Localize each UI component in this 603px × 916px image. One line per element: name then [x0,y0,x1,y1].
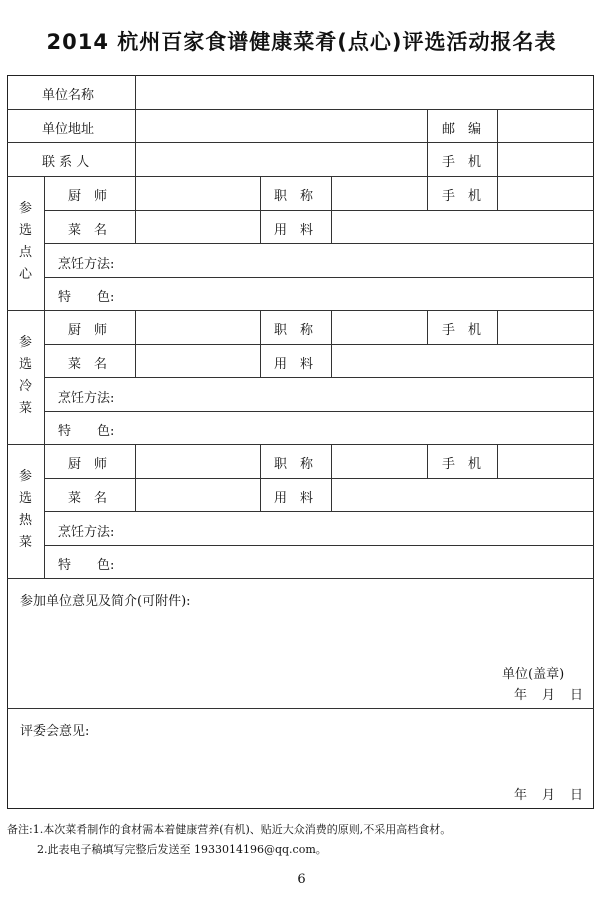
contact-person-label: 联 系 人 [42,155,90,170]
contact-person-field[interactable] [137,144,426,175]
row-divider [44,277,594,278]
col-divider [331,176,332,243]
ingredients-label: 用 料 [274,357,314,372]
col-divider [497,310,498,344]
row-divider [44,411,594,412]
col-divider [135,75,136,176]
col-divider [135,176,136,243]
org-address-field[interactable] [137,111,426,141]
section-divider [7,310,594,311]
chef-field[interactable] [137,178,259,209]
cooking-method-field[interactable] [130,379,592,410]
col-divider [260,310,261,377]
chef-label: 厨 师 [68,189,108,204]
chef-mobile-label: 手 机 [442,323,482,338]
postcode-label: 邮 编 [442,122,482,137]
org-name-label: 单位名称 [42,88,95,103]
chef-mobile-field[interactable] [499,446,592,477]
postcode-field[interactable] [499,111,592,141]
unit-date-label: 年 月 日 [514,688,585,703]
section-divider [7,708,594,709]
cooking-method-label: 烹饪方法: [58,391,115,406]
row-divider [44,344,594,345]
dish-name-field[interactable] [137,346,259,376]
section-divider [7,578,594,579]
unit-seal-label: 单位(盖章) [502,667,565,682]
col-divider [260,444,261,511]
job-title-label: 职 称 [274,189,314,204]
chef-field[interactable] [137,446,259,477]
chef-mobile-label: 手 机 [442,189,482,204]
col-divider [331,444,332,511]
note-line-1: 备注:1.本次菜肴制作的食材需本着健康营养(有机)、贴近大众消费的原则,不采用高档食材。 [7,823,452,836]
col-divider [427,310,428,344]
feature-label: 特 色: [58,290,115,305]
job-title-field[interactable] [333,446,426,477]
col-divider [497,176,498,210]
section-side-label-hot-dish: 参 选 热 菜 [18,469,32,550]
cooking-method-label: 烹饪方法: [58,525,115,540]
row-divider [44,478,594,479]
dish-name-field[interactable] [137,480,259,510]
contact-mobile-field[interactable] [499,144,592,175]
chef-label: 厨 师 [68,457,108,472]
chef-mobile-field[interactable] [499,178,592,209]
col-divider [497,109,498,176]
org-name-field[interactable] [137,77,592,108]
ingredients-field[interactable] [333,346,592,376]
section-side-label-dim-sum: 参 选 点 心 [18,201,32,282]
col-divider [260,176,261,243]
contact-mobile-label: 手 机 [442,155,482,170]
cooking-method-field[interactable] [130,245,592,276]
dish-name-field[interactable] [137,212,259,242]
job-title-field[interactable] [333,312,426,343]
chef-mobile-label: 手 机 [442,457,482,472]
note-line-2: 2.此表电子稿填写完整后发送至 1933014196@qq.com。 [37,843,327,856]
col-divider [427,444,428,478]
dish-name-label: 菜 名 [68,357,108,372]
col-divider [331,310,332,377]
unit-opinion-label: 参加单位意见及简介(可附件): [20,594,191,609]
job-title-field[interactable] [333,178,426,209]
col-divider [427,176,428,210]
dish-name-label: 菜 名 [68,223,108,238]
dish-name-label: 菜 名 [68,491,108,506]
row-divider [44,210,594,211]
row-divider [7,176,594,177]
row-divider [44,243,594,244]
feature-label: 特 色: [58,558,115,573]
row-divider [7,109,594,110]
feature-field[interactable] [130,413,592,443]
cooking-method-field[interactable] [130,513,592,544]
org-address-label: 单位地址 [42,122,95,137]
ingredients-label: 用 料 [274,491,314,506]
committee-date-label: 年 月 日 [514,788,585,803]
section-side-label-cold-dish: 参 选 冷 菜 [18,335,32,416]
ingredients-field[interactable] [333,212,592,242]
col-divider [135,310,136,377]
section-divider [7,444,594,445]
col-divider [44,176,45,578]
chef-label: 厨 师 [68,323,108,338]
job-title-label: 职 称 [274,457,314,472]
page-number: 6 [297,872,306,887]
row-divider [7,142,594,143]
row-divider [44,511,594,512]
committee-opinion-field[interactable] [10,740,592,778]
unit-opinion-field[interactable] [10,610,592,658]
col-divider [427,109,428,176]
form-title: 2014 杭州百家食谱健康菜肴(点心)评选活动报名表 [46,30,557,54]
cooking-method-label: 烹饪方法: [58,257,115,272]
job-title-label: 职 称 [274,323,314,338]
feature-field[interactable] [130,547,592,577]
chef-mobile-field[interactable] [499,312,592,343]
row-divider [44,377,594,378]
feature-label: 特 色: [58,424,115,439]
col-divider [497,444,498,478]
chef-field[interactable] [137,312,259,343]
feature-field[interactable] [130,279,592,309]
ingredients-label: 用 料 [274,223,314,238]
row-divider [44,545,594,546]
committee-opinion-label: 评委会意见: [20,724,90,739]
col-divider [135,444,136,511]
ingredients-field[interactable] [333,480,592,510]
